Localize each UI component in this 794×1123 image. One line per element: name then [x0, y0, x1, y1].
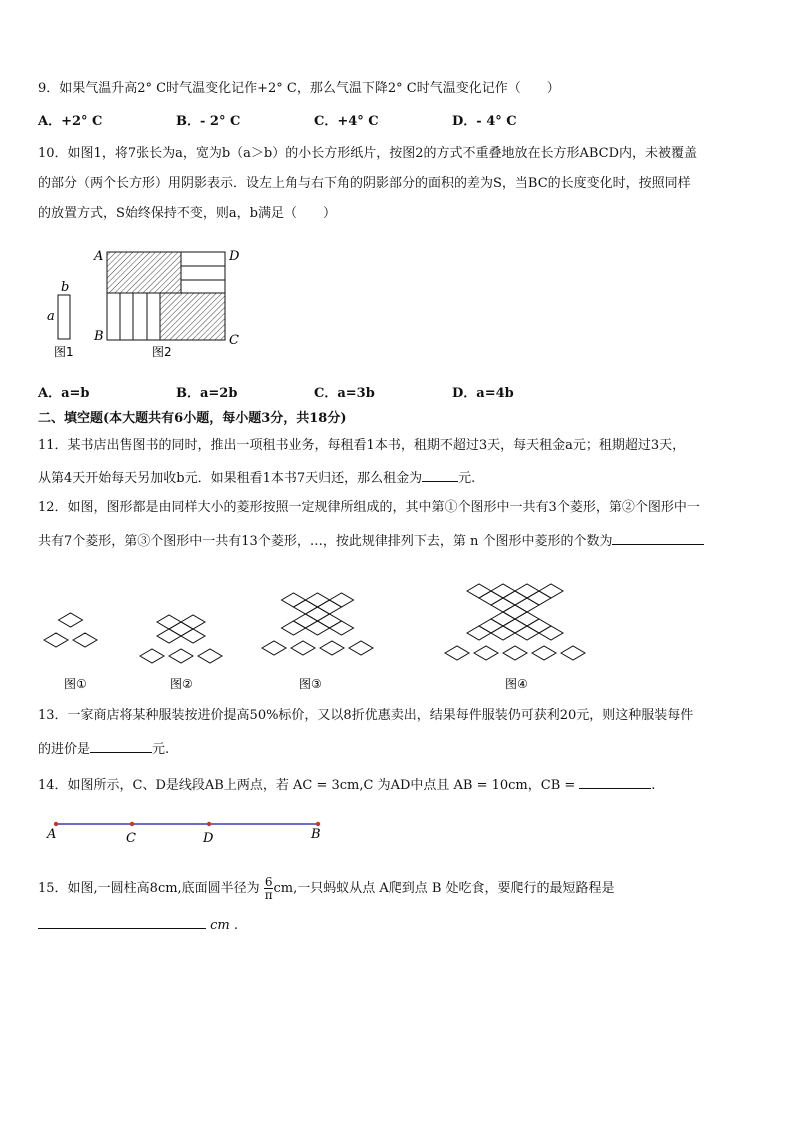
q15-fraction-denominator: π: [264, 888, 273, 902]
q15-line2: [38, 914, 238, 935]
label-D: D: [203, 831, 214, 846]
q9-option-a: A．+2° C: [38, 114, 103, 129]
q15-fraction-numerator: 6: [264, 875, 273, 889]
q10-option-b: B．a=2b: [176, 386, 238, 401]
q13-line2-end: 元.: [152, 742, 170, 757]
fig2-label-D: D: [229, 249, 240, 264]
label-B: B: [311, 827, 321, 842]
point-D: [207, 822, 211, 826]
q14-text: 14．如图所示，C、D是线段AB上两点，若 AC = 3cm,C 为AD中点且 AB = 10cm，CB =: [38, 778, 576, 793]
fig-caption-4: 图④: [505, 677, 528, 691]
label-A: A: [47, 827, 57, 842]
fig2-label-A: A: [94, 249, 104, 264]
q12-line1: 12．如图，图形都是由同样大小的菱形按照一定规律所组成的，其中第①个图形中一共有3个菱形，第②个图形中一: [38, 500, 700, 515]
q11-line2-text: 从第4天开始每天另加收b元．如果租看1本书7天归还，那么租金为: [38, 471, 423, 486]
q13-line1: 13．一家商店将某种服装按进价提高50%标价，又以8折优惠卖出，结果每件服装仍可获利20元，则这种服装每件: [38, 708, 694, 723]
q9-option-c: C．+4° C: [314, 114, 379, 129]
fig-caption-1: 图①: [64, 677, 87, 691]
q15-line1: [38, 876, 615, 901]
section-title: 二、填空题(本大题共有6小题，每小题3分，共18分): [38, 411, 347, 426]
q15-answer-blank[interactable]: [38, 914, 206, 929]
q10-option-a: A．a=b: [38, 386, 90, 401]
fig1-label-b: b: [61, 280, 70, 295]
q10-line2: 的部分（两个长方形）用阴影表示．设左上角与右下角的阴影部分的面积的差为S，当BC的长度变化时，按照同样: [38, 176, 691, 191]
fig1-caption: 图1: [54, 345, 74, 359]
fig1-label-a: a: [47, 309, 55, 324]
point-B: [316, 822, 320, 826]
q9-option-d: D．- 4° C: [452, 114, 517, 129]
q9-stem: 9．如果气温升高2° C时气温变化记作+2° C，那么气温下降2° C时气温变化记作（ ）: [38, 81, 560, 96]
q10-option-c: C．a=3b: [314, 386, 375, 401]
fig2-caption: 图2: [152, 345, 172, 359]
q15-text-pre: 15．如图,一圆柱高8cm,底面圆半径为: [38, 881, 260, 896]
q15-text-post: cm,一只蚂蚁从点 A爬到点 B 处吃食，要爬行的最短路程是: [273, 881, 615, 896]
q9-option-b: B．- 2° C: [176, 114, 241, 129]
q10-line1: 10．如图1，将7张长为a，宽为b（a＞b）的小长方形纸片，按图2的方式不重叠地放在长方形ABCD内，未被覆盖: [38, 146, 698, 161]
fig2-label-B: B: [94, 329, 104, 344]
fig2-label-C: C: [229, 333, 239, 348]
q14-end: .: [651, 778, 656, 793]
q10-line3: 的放置方式，S始终保持不变，则a，b满足（ ）: [38, 206, 336, 221]
fig-caption-3: 图③: [299, 677, 322, 691]
point-A: [54, 822, 58, 826]
label-C: C: [126, 831, 136, 846]
q12-line2-text: 共有7个菱形，第③个图形中一共有13个菱形，…，按此规律排列下去，第 n 个图形中菱形的个数为: [38, 534, 613, 549]
q11-line1: 11．某书店出售图书的同时，推出一项租书业务，每租看1本书，租期不超过3天，每天租金a元；租期超过3天，: [38, 438, 686, 453]
q11-line2-end: 元.: [458, 471, 476, 486]
fig-caption-2: 图②: [170, 677, 193, 691]
q13-line2-text: 的进价是: [38, 742, 91, 757]
point-C: [130, 822, 134, 826]
q10-option-d: D．a=4b: [452, 386, 514, 401]
q15-unit: cm .: [210, 918, 239, 933]
